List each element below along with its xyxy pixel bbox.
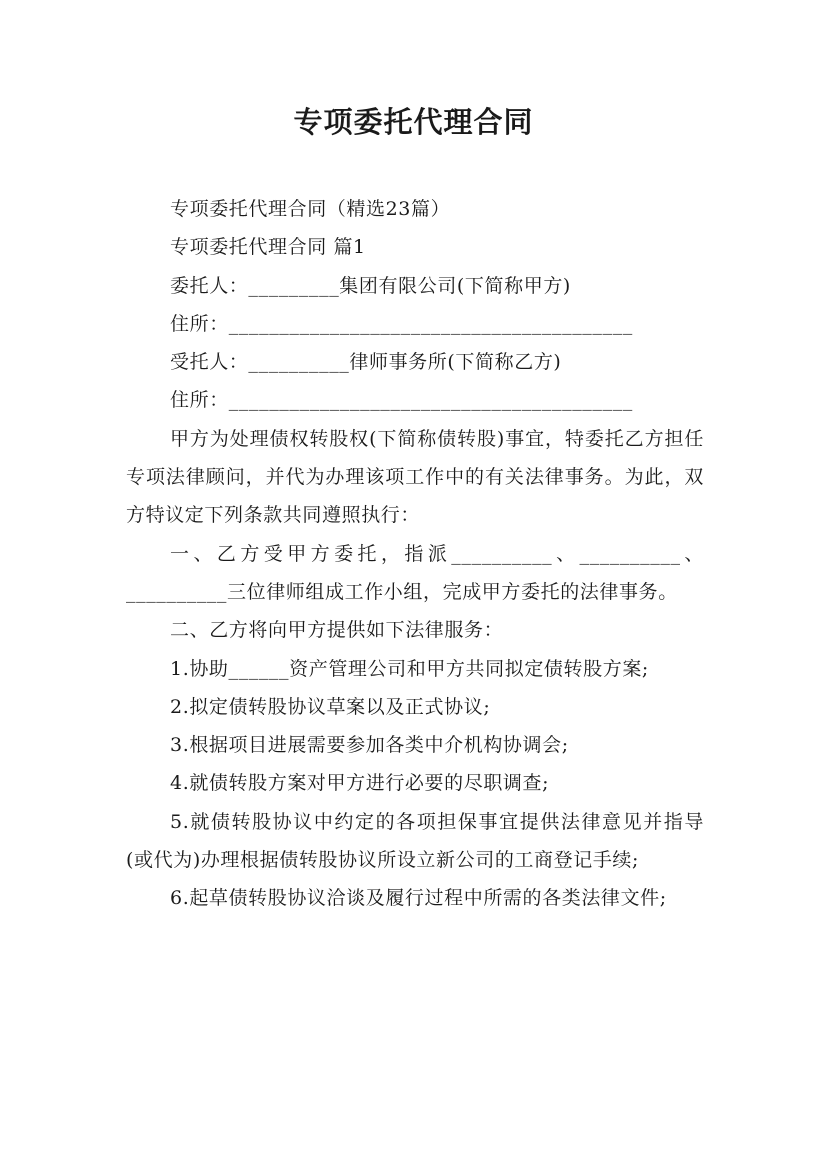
list-item-6: 6.起草债转股协议洽谈及履行过程中所需的各类法律文件; <box>170 887 667 910</box>
list-item-1: 1.协助______资产管理公司和甲方共同拟定债转股方案; <box>170 657 649 680</box>
paragraph-principal-address: 住所：________________________________________ <box>170 312 633 335</box>
paragraph-agent-address: 住所：________________________________________ <box>170 389 633 412</box>
list-item-4: 4.就债转股方案对甲方进行必要的尽职调查; <box>170 772 550 795</box>
list-item-3: 3.根据项目进展需要参加各类中介机构协调会; <box>170 734 569 757</box>
paragraph-purpose: 甲方为处理债权转股权(下简称债转股)事宜，特委托乙方担任专项法律顾问，并代为办理该项工作中的有关法律事务。为此，双方特议定下列条款共同遵照执行： <box>126 427 704 527</box>
list-item-2: 2.拟定债转股协议草案以及正式协议; <box>170 695 491 718</box>
paragraph-section-heading: 专项委托代理合同 篇1 <box>170 236 366 259</box>
paragraph-subtitle: 专项委托代理合同（精选23篇） <box>170 198 451 220</box>
document-body <box>126 190 704 918</box>
document-title: 专项委托代理合同 <box>293 105 534 139</box>
paragraph-agent: 受托人：__________律师事务所(下简称乙方) <box>170 351 562 374</box>
paragraph-principal: 委托人：_________集团有限公司(下简称甲方) <box>170 274 571 297</box>
paragraph-clause-1: 一、乙方受甲方委托，指派__________、__________、__________三位律师组成工作小组，完成甲方委托的法律事务。 <box>126 542 704 603</box>
paragraph-clause-2: 二、乙方将向甲方提供如下法律服务： <box>170 619 504 642</box>
list-item-5: 5.就债转股协议中约定的各项担保事宜提供法律意见并指导(或代为)办理根据债转股协议所设立新公司的工商登记手续; <box>126 810 704 872</box>
